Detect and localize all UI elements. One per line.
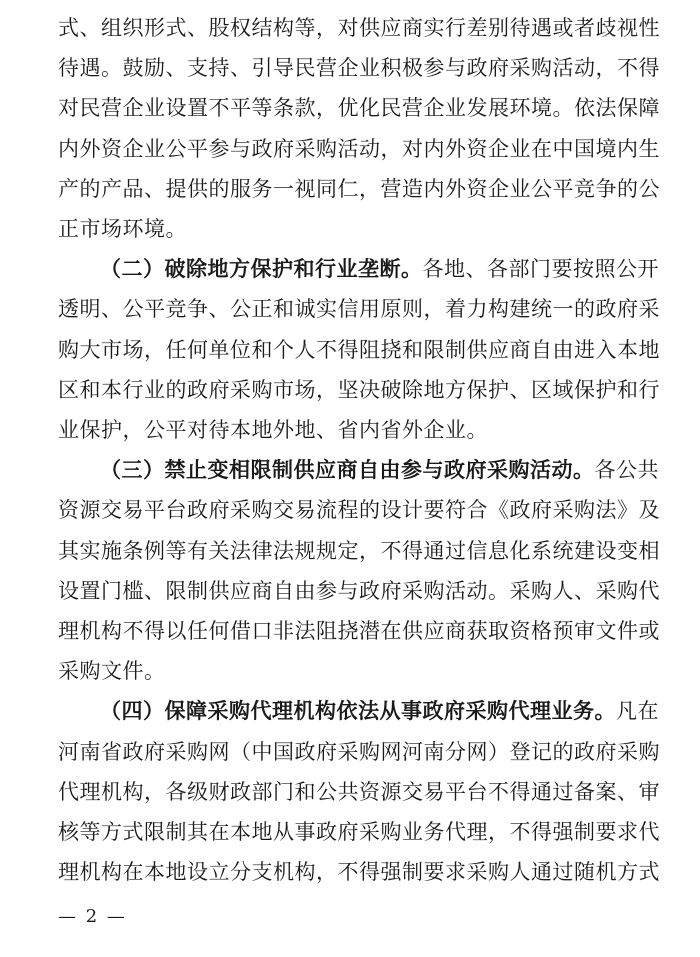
line-text: 式、组织形式、股权结构等，对供应商实行差别待遇或者歧视性 bbox=[58, 16, 660, 40]
paragraph-3-line-2 bbox=[58, 490, 660, 530]
paragraph-1-line-1 bbox=[58, 8, 660, 48]
paragraph-1-line-3 bbox=[58, 88, 660, 128]
line-text: 各地、各部门要按照公开 bbox=[422, 257, 659, 281]
line-text: 购大市场，任何单位和个人不得阻挠和限制供应商自由进入本地 bbox=[58, 338, 660, 362]
paragraph-2-line-5 bbox=[58, 410, 644, 450]
line-text: 产的产品、提供的服务一视同仁，营造内外资企业公平竞争的公 bbox=[58, 177, 660, 201]
line-text: 凡在 bbox=[616, 699, 659, 723]
section-heading-3: （三）禁止变相限制供应商自由参与政府采购活动。 bbox=[100, 457, 595, 482]
paragraph-2-line-2 bbox=[58, 289, 660, 329]
line-text: 区和本行业的政府采购市场，坚决破除地方保护、区域保护和行 bbox=[58, 378, 660, 402]
line-text: 核等方式限制其在本地从事政府采购业务代理，不得强制要求代 bbox=[58, 820, 660, 844]
paragraph-4-line-5 bbox=[58, 852, 660, 892]
line-text: 资源交易平台政府采购交易流程的设计要符合《政府采购法》及 bbox=[58, 498, 660, 522]
line-text: 透明、公平竞争、公正和诚实信用原则，着力构建统一的政府采 bbox=[58, 297, 660, 321]
paragraph-1-line-6 bbox=[58, 209, 644, 249]
paragraph-3-line-4 bbox=[58, 571, 660, 611]
section-heading-2: （二）破除地方保护和行业垄断。 bbox=[100, 256, 423, 281]
line-text: 内外资企业公平参与政府采购活动，对内外资企业在中国境内生 bbox=[58, 137, 660, 161]
paragraph-4-line-2 bbox=[58, 732, 660, 772]
paragraph-3-line-5 bbox=[58, 611, 660, 651]
section-heading-4: （四）保障采购代理机构依法从事政府采购代理业务。 bbox=[100, 698, 616, 723]
paragraph-1-line-4 bbox=[58, 129, 660, 169]
line-text: 河南省政府采购网（中国政府采购网河南分网）登记的政府采购 bbox=[58, 740, 660, 764]
line-text: 采购文件。 bbox=[58, 659, 166, 683]
line-text: 待遇。鼓励、支持、引导民营企业积极参与政府采购活动，不得 bbox=[58, 56, 660, 80]
line-text: 代理机构，各级财政部门和公共资源交易平台不得通过备案、审 bbox=[58, 780, 660, 804]
paragraph-4-line-4 bbox=[58, 812, 660, 852]
paragraph-3-line-1 bbox=[100, 450, 659, 490]
line-text: 设置门槛、限制供应商自由参与政府采购活动。采购人、采购代 bbox=[58, 579, 660, 603]
paragraph-2-line-3 bbox=[58, 330, 660, 370]
paragraph-4-line-3 bbox=[58, 772, 660, 812]
paragraph-1-line-5 bbox=[58, 169, 660, 209]
line-text: 其实施条例等有关法律法规规定，不得通过信息化系统建设变相 bbox=[58, 539, 660, 563]
line-text: 对民营企业设置不平等条款，优化民营企业发展环境。依法保障 bbox=[58, 96, 660, 120]
paragraph-3-line-6 bbox=[58, 651, 644, 691]
paragraph-1-line-2 bbox=[58, 48, 660, 88]
line-text: 业保护，公平对待本地外地、省内省外企业。 bbox=[58, 418, 488, 442]
line-text: 各公共 bbox=[594, 458, 659, 482]
paragraph-3-line-3 bbox=[58, 531, 660, 571]
paragraph-2-line-1 bbox=[100, 249, 659, 289]
line-text: 理机构不得以任何借口非法阻挠潜在供应商获取资格预审文件或 bbox=[58, 619, 660, 643]
line-text: 理机构在本地设立分支机构，不得强制要求采购人通过随机方式 bbox=[58, 860, 660, 884]
paragraph-2-line-4 bbox=[58, 370, 660, 410]
page-number: — 2 — bbox=[58, 906, 127, 927]
line-text: 正市场环境。 bbox=[58, 217, 187, 241]
paragraph-4-line-1 bbox=[100, 691, 659, 731]
